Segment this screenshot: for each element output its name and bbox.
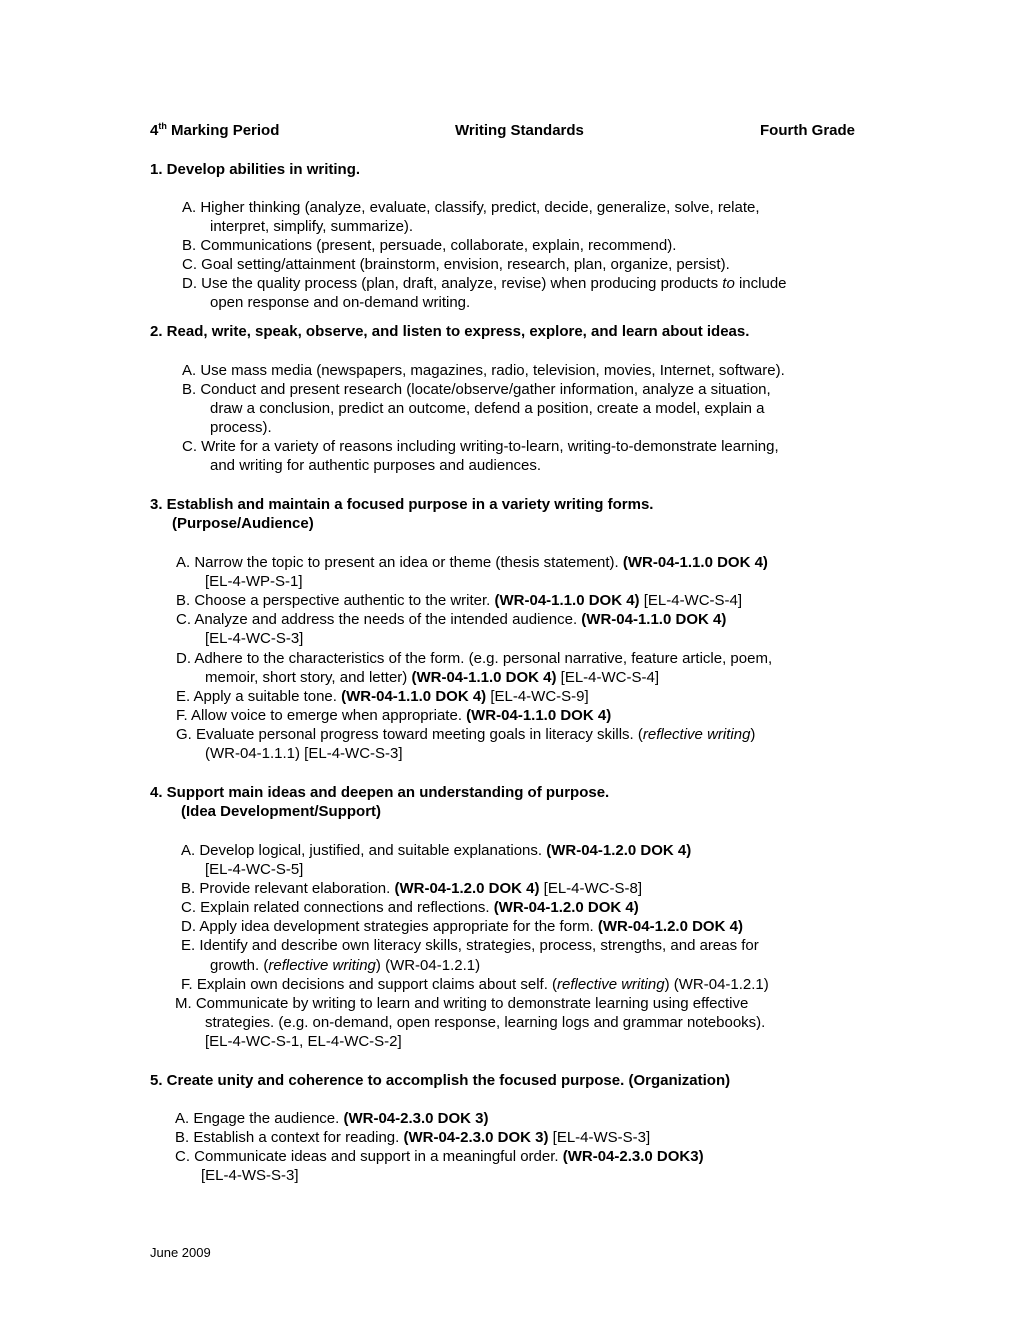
s4-b-ref: [EL-4-WC-S-8] [539, 880, 643, 897]
section-5-title: 5. Create unity and coherence to accomplish the focused purpose. (Organization) [150, 1072, 731, 1089]
s2-item-b-line1: B. Conduct and present research (locate/observe/gather information, analyze a situation, [182, 381, 771, 398]
s3-b-text: B. Choose a perspective authentic to the writer. [176, 592, 495, 609]
s3-item-f [176, 706, 611, 725]
section-3-subtitle: (Purpose/Audience) [172, 515, 314, 532]
header-marking-period-label: Marking Period [166, 122, 280, 139]
s2-item-a: A. Use mass media (newspapers, magazines, radio, television, movies, Internet, software). [182, 362, 785, 379]
s4-e-text-end: ) (WR-04-1.2.1) [375, 957, 481, 974]
s5-a-code: (WR-04-2.3.0 DOK 3) [343, 1110, 489, 1127]
s3-item-a-line1 [176, 553, 768, 572]
s3-f-text: F. Allow voice to emerge when appropriate. [176, 707, 467, 724]
s3-d-code: (WR-04-1.1.0 DOK 4) [411, 669, 557, 686]
s3-b-ref: [EL-4-WC-S-4] [639, 592, 743, 609]
s4-e-italic: reflective writing [268, 957, 376, 974]
s3-g-text-end: ) [750, 726, 756, 743]
s5-item-c-line1 [175, 1147, 704, 1166]
s3-d-ref: [EL-4-WC-S-4] [556, 669, 660, 686]
s3-g-text: G. Evaluate personal progress toward meeting goals in literacy skills. ( [176, 726, 643, 743]
s3-item-c-line2: [EL-4-WC-S-3] [205, 630, 304, 647]
s3-f-code: (WR-04-1.1.0 DOK 4) [466, 707, 612, 724]
s4-item-c [181, 898, 639, 917]
s4-f-text-end: ) (WR-04-1.2.1) [664, 976, 769, 993]
s5-item-c-line2: [EL-4-WS-S-3] [201, 1167, 299, 1184]
s4-b-text: B. Provide relevant elaboration. [181, 880, 395, 897]
s5-b-ref: [EL-4-WS-S-3] [548, 1129, 651, 1146]
s4-d-code: (WR-04-1.2.0 DOK 4) [597, 918, 743, 935]
footer-date: June 2009 [150, 1245, 211, 1260]
s4-d-text: D. Apply idea development strategies appropriate for the form. [181, 918, 598, 935]
s4-b-code: (WR-04-1.2.0 DOK 4) [394, 880, 540, 897]
s4-item-f [181, 975, 769, 994]
s4-e-text: growth. ( [210, 957, 269, 974]
s3-item-b [176, 591, 742, 610]
s3-e-text: E. Apply a suitable tone. [176, 688, 342, 705]
s5-b-text: B. Establish a context for reading. [175, 1129, 404, 1146]
s3-g-italic: reflective writing [642, 726, 751, 743]
header-grade: Fourth Grade [760, 122, 856, 139]
s1-d-text-end: include [734, 275, 787, 292]
s3-item-g-line1 [176, 725, 755, 744]
s5-c-text: C. Communicate ideas and support in a meaningful order. [175, 1148, 563, 1165]
s4-item-m-line3: [EL-4-WC-S-1, EL-4-WC-S-2] [205, 1033, 402, 1050]
section-4-title: 4. Support main ideas and deepen an understanding of purpose. [150, 784, 610, 801]
s1-d-italic: to [722, 275, 735, 292]
s3-e-ref: [EL-4-WC-S-9] [486, 688, 589, 705]
s4-a-text: A. Develop logical, justified, and suitable explanations. [181, 842, 547, 859]
s2-item-b-line2: draw a conclusion, predict an outcome, defend a position, create a model, explain a [210, 400, 765, 417]
section-3-title: 3. Establish and maintain a focused purpose in a variety writing forms. [150, 496, 654, 513]
s4-c-code: (WR-04-1.2.0 DOK 4) [493, 899, 639, 916]
s4-item-d [181, 917, 743, 936]
s3-item-a-line2: [EL-4-WP-S-1] [205, 573, 303, 590]
s1-item-a-line2: interpret, simplify, summarize). [210, 218, 414, 235]
s5-item-a [175, 1109, 489, 1128]
s4-item-a-line2: [EL-4-WC-S-5] [205, 861, 304, 878]
s2-item-c-line2: and writing for authentic purposes and audiences. [210, 457, 542, 474]
s1-item-d-line1 [182, 274, 787, 293]
header-marking-period [150, 121, 279, 140]
section-1-title: 1. Develop abilities in writing. [150, 161, 361, 178]
s3-d-text: memoir, short story, and letter) [205, 669, 412, 686]
s2-item-b-line3: process). [210, 419, 272, 436]
section-2-title: 2. Read, write, speak, observe, and listen to express, explore, and learn about ideas. [150, 323, 750, 340]
s3-item-g-line2: (WR-04-1.1.1) [EL-4-WC-S-3] [205, 745, 403, 762]
s4-item-b [181, 879, 642, 898]
s1-item-a-line1: A. Higher thinking (analyze, evaluate, classify, predict, decide, generalize, solve, relate, [182, 199, 760, 216]
s1-item-d-line2: open response and on-demand writing. [210, 294, 471, 311]
s2-item-c-line1: C. Write for a variety of reasons including writing-to-learn, writing-to-demonstrate learning, [182, 438, 779, 455]
s3-b-code: (WR-04-1.1.0 DOK 4) [494, 592, 640, 609]
s1-item-b: B. Communications (present, persuade, collaborate, explain, recommend). [182, 237, 677, 254]
header-title: Writing Standards [455, 122, 584, 139]
s4-item-a-line1 [181, 841, 691, 860]
s4-item-e-line2 [210, 956, 480, 975]
s1-d-text: D. Use the quality process (plan, draft, analyze, revise) when producing products [182, 275, 723, 292]
s5-item-b [175, 1128, 650, 1147]
s4-f-text: F. Explain own decisions and support claims about self. ( [181, 976, 558, 993]
header-ordinal-number: 4 [150, 122, 159, 139]
s3-a-text: A. Narrow the topic to present an idea or theme (thesis statement). [176, 554, 623, 571]
s3-c-text: C. Analyze and address the needs of the intended audience. [176, 611, 582, 628]
s3-e-code: (WR-04-1.1.0 DOK 4) [341, 688, 487, 705]
s3-item-e [176, 687, 589, 706]
s3-item-d-line1: D. Adhere to the characteristics of the form. (e.g. personal narrative, feature article, poem, [176, 650, 773, 667]
s3-item-c-line1 [176, 610, 726, 629]
s4-item-e-line1: E. Identify and describe own literacy skills, strategies, process, strengths, and areas for [181, 937, 759, 954]
s3-c-code: (WR-04-1.1.0 DOK 4) [581, 611, 727, 628]
s4-f-italic: reflective writing [557, 976, 665, 993]
s3-item-d-line2 [205, 668, 659, 687]
s4-item-m-line1: M. Communicate by writing to learn and writing to demonstrate learning using effective [175, 995, 749, 1012]
section-4-subtitle: (Idea Development/Support) [181, 803, 382, 820]
s3-a-code: (WR-04-1.1.0 DOK 4) [622, 554, 768, 571]
s4-a-code: (WR-04-1.2.0 DOK 4) [546, 842, 692, 859]
s5-c-code: (WR-04-2.3.0 DOK3) [562, 1148, 704, 1165]
s4-item-m-line2: strategies. (e.g. on-demand, open response, learning logs and grammar notebooks). [205, 1014, 766, 1031]
s5-b-code: (WR-04-2.3.0 DOK 3) [403, 1129, 549, 1146]
s5-a-text: A. Engage the audience. [175, 1110, 344, 1127]
s4-c-text: C. Explain related connections and reflections. [181, 899, 494, 916]
s1-item-c: C. Goal setting/attainment (brainstorm, envision, research, plan, organize, persist). [182, 256, 730, 273]
header-ordinal-suffix: th [158, 121, 167, 131]
